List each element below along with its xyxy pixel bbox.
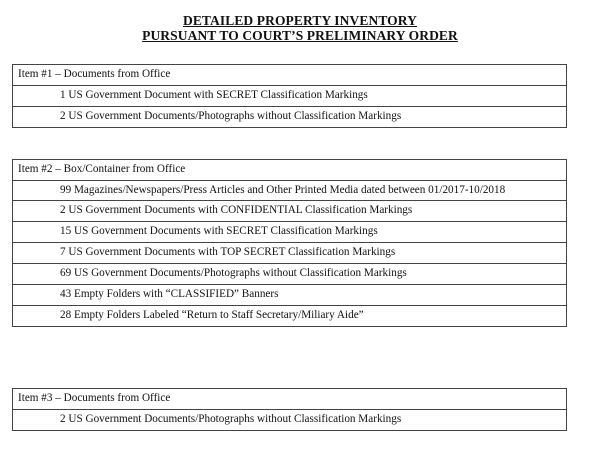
inventory-entry: 15 US Government Documents with SECRET Classification Markings — [13, 222, 567, 243]
table-row — [13, 201, 567, 222]
table-row — [13, 86, 567, 107]
inventory-entry: 43 Empty Folders with “CLASSIFIED” Banners — [13, 285, 567, 306]
inventory-entry: 2 US Government Documents with CONFIDENTIAL Classification Markings — [13, 201, 567, 222]
table-row — [13, 285, 567, 306]
title-line-1: DETAILED PROPERTY INVENTORY — [182, 13, 418, 28]
table-row — [13, 243, 567, 264]
inventory-entry: 99 Magazines/Newspapers/Press Articles and Other Printed Media dated between 01/2017-10/2018 — [13, 181, 567, 201]
inventory-entry: 1 US Government Document with SECRET Classification Markings — [13, 86, 567, 107]
title-line-2: PURSUANT TO COURT’S PRELIMINARY ORDER — [142, 28, 458, 43]
document-title — [0, 13, 600, 43]
inventory-table-item-2 — [12, 159, 567, 327]
table-row — [13, 306, 567, 327]
inventory-entry: 2 US Government Documents/Photographs without Classification Markings — [13, 410, 567, 431]
inventory-entry: 69 US Government Documents/Photographs without Classification Markings — [13, 264, 567, 285]
inventory-table-item-1 — [12, 64, 567, 128]
table-row — [13, 410, 567, 431]
table-row — [13, 65, 567, 86]
table-row — [13, 222, 567, 243]
inventory-entry: 2 US Government Documents/Photographs without Classification Markings — [13, 107, 567, 128]
table-row — [13, 107, 567, 128]
item-header: Item #1 – Documents from Office — [13, 65, 567, 86]
table-row — [13, 160, 567, 181]
inventory-table-item-3 — [12, 388, 567, 431]
table-row — [13, 264, 567, 285]
item-header: Item #3 – Documents from Office — [13, 389, 567, 410]
inventory-entry: 7 US Government Documents with TOP SECRET Classification Markings — [13, 243, 567, 264]
table-row — [13, 181, 567, 201]
item-header: Item #2 – Box/Container from Office — [13, 160, 567, 181]
table-row — [13, 389, 567, 410]
inventory-entry: 28 Empty Folders Labeled “Return to Staff Secretary/Miliary Aide” — [13, 306, 567, 327]
